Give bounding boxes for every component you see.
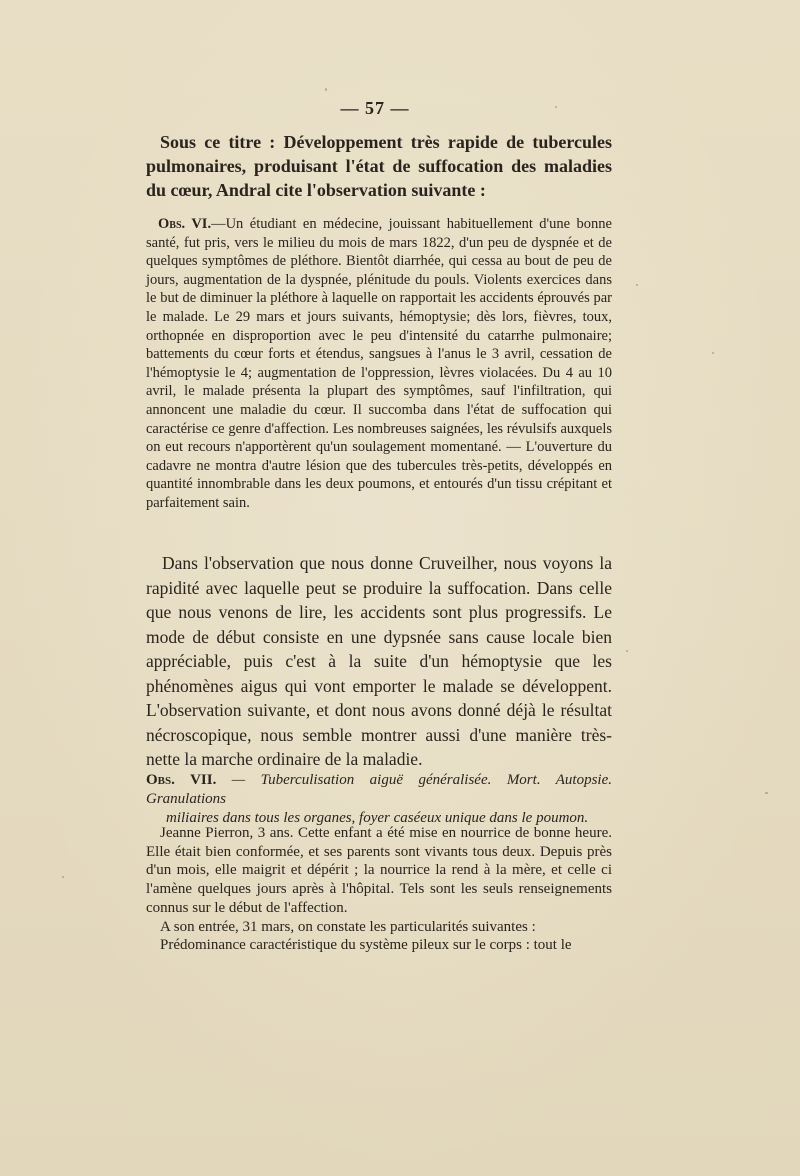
paper-speck xyxy=(765,792,768,794)
observation-7-title-line1: — Tuberculisation aiguë généralisée. Mort. Autopsie. Granulations xyxy=(146,772,613,807)
paper-speck xyxy=(62,876,64,878)
observation-7-body xyxy=(146,824,612,955)
observation-6-paragraph xyxy=(146,215,612,513)
intro-paragraph xyxy=(146,130,612,202)
observation-7-heading xyxy=(146,771,612,828)
paper-speck xyxy=(712,352,714,354)
paper-speck xyxy=(626,650,628,652)
observation-6 xyxy=(146,215,612,513)
paper-speck xyxy=(636,284,638,286)
intro-text: Sous ce titre : Développement très rapide de tubercules pulmonaires, produisant l'état de suffocation des maladies du cœur, Andral cite l'observation suivante : xyxy=(146,132,612,200)
page-number: — 57 — xyxy=(340,98,410,118)
observation-6-label: Obs. VI. xyxy=(158,216,212,232)
observation-7-paragraph-3: Prédominance caractéristique du système pileux sur le corps : tout le xyxy=(160,937,572,954)
observation-6-text: —Un étudiant en médecine, jouissant habituellement d'une bonne santé, fut pris, vers le milieu du mois de mars 1822, d'un peu de dyspnée et de quelques symptômes de pléthore. Bientôt diarrhée, qui cessa au bout de peu de jours, augmentation de la dyspnée, plénitude du pouls. Violents exercices dans le but de diminuer la pléthore à laquelle on rapportait les accidents éprouvés par le malade. Le 29 mars et jours suivants, hémoptysie; dès lors, fièvres, toux, orthopnée en disproportion avec le peu d'intensité du catarrhe pulmonaire; battements du cœur forts et étendus, sangsues à l'anus le 3 avril, cessation de l'hémoptysie le 4; augmentation de l'oppression, lèvres violacées. Du 4 au 10 avril, le malade présenta la plupart des symptômes, sauf l'infiltration, qui annoncent une maladie du cœur. Il succomba dans l'état de suffocation qui caractérise ce genre d'affection. Les nombreuses saignées, les révulsifs auxquels on eut recours n'apportèrent qu'un soulagement momentané. — L'ouverture du cadavre ne montra d'autre lésion que des tubercules très-petits, développés en quantité innombrable dans les deux poumons, et entourés d'un tissu crépitant et parfaitement sain. xyxy=(146,216,612,511)
observation-7-paragraph-1: Jeanne Pierron, 3 ans. Cette enfant a été mise en nourrice de bonne heure. Elle était bien conformée, et ses parents sont vivants tous deux. Depuis près d'un mois, elle maigrit et dépérit ; la nourrice la rend à la mère, et celle ci l'amène quelques jours après à l'hôpital. Tels sont les seuls renseignements connus sur le début de l'affection. xyxy=(146,825,612,916)
paper-speck xyxy=(555,106,557,108)
main-paragraph xyxy=(146,551,612,772)
main-text: Dans l'observation que nous donne Cruveilher, nous voyons la rapidité avec laquelle peut se produire la suffocation. Dans celle que nous venons de lire, les accidents sont plus progressifs. Le mode de début consiste en une dypsnée sans cause locale bien appréciable, puis c'est à la suite d'un hémoptysie que les phénomènes aigus qui vont emporter le malade se développent. L'observation suivante, et dont nous avons donné déjà le résultat nécroscopique, nous semble montrer aussi d'une manière très-nette la marche ordinaire de la maladie. xyxy=(146,553,612,769)
observation-7-paragraph-2: A son entrée, 31 mars, on constate les particularités suivantes : xyxy=(160,918,536,935)
observation-7-title-line2: miliaires dans tous les organes, foyer caséeux unique dans le poumon. xyxy=(166,810,589,826)
paper-speck xyxy=(325,88,327,91)
observation-7-heading-line1 xyxy=(146,771,612,809)
observation-7-label: Obs. VII. xyxy=(146,772,217,788)
